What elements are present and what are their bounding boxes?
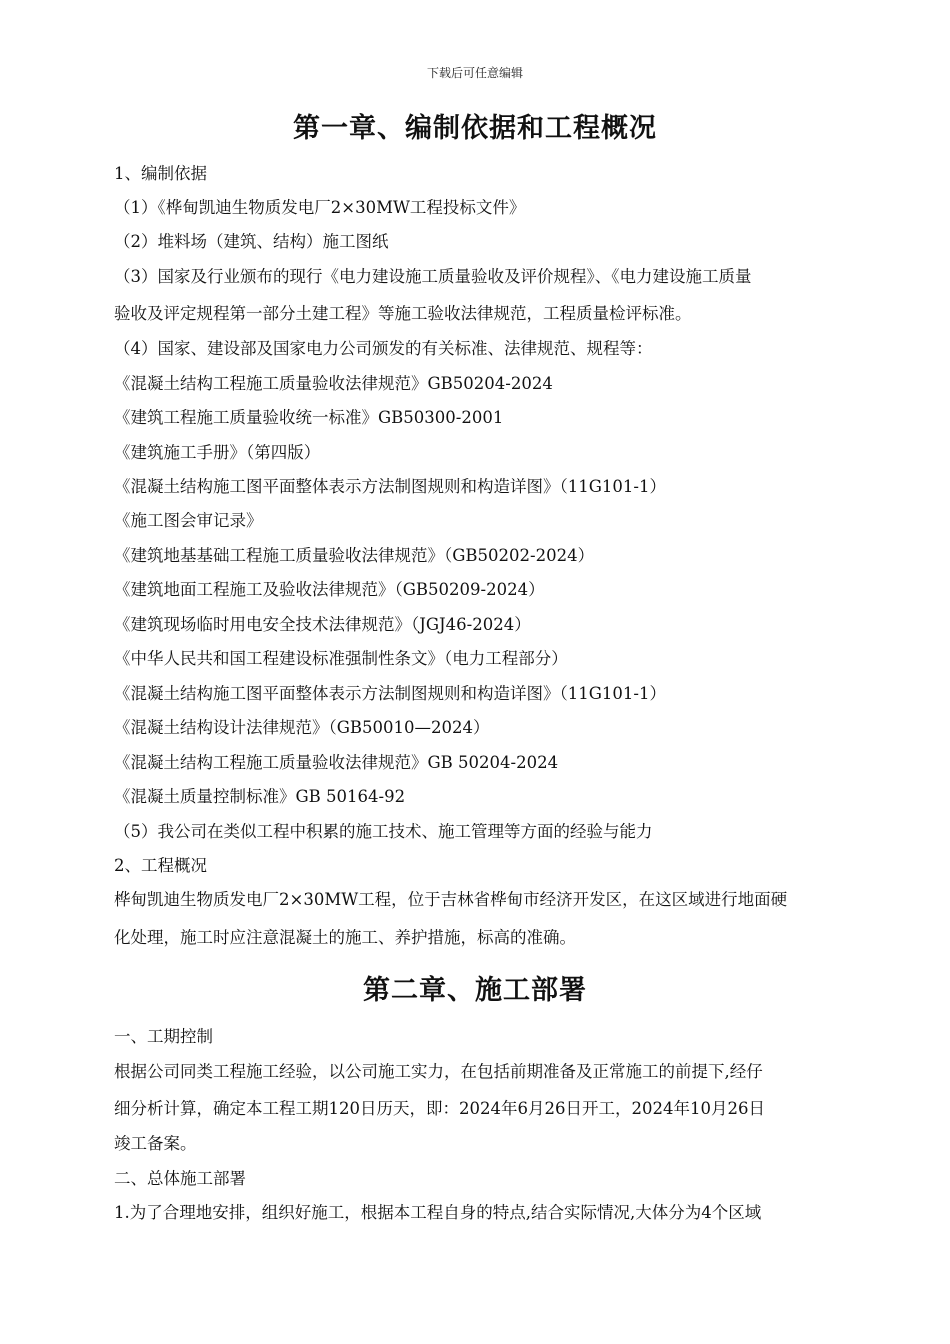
text-line: 《混凝土结构设计法律规范》（GB50010—2024）	[114, 718, 490, 737]
text-line: 《中华人民共和国工程建设标准强制性条文》（电力工程部分）	[114, 649, 568, 668]
chapter-2-title: 第二章、施工部署	[363, 975, 587, 1006]
text-line: （3）国家及行业颁布的现行《电力建设施工质量验收及评价规程》、《电力建设施工质量	[114, 267, 752, 286]
text-line: 验收及评定规程第一部分土建工程》等施工验收法律规范，工程质量检评标准。	[114, 304, 692, 323]
text-line: 《混凝土结构施工图平面整体表示方法制图规则和构造详图》（11G101-1）	[114, 684, 666, 703]
text-line: 1.为了合理地安排，组织好施工，根据本工程自身的特点,结合实际情况,大体分为4个区域	[114, 1203, 762, 1222]
text-line: （4）国家、建设部及国家电力公司颁发的有关标准、法律规范、规程等：	[114, 339, 653, 358]
text-line: （2）堆料场（建筑、结构）施工图纸	[114, 232, 389, 251]
text-line: 细分析计算，确定本工程工期120日历天，即：2024年6月26日开工，2024年10月26日	[114, 1099, 765, 1118]
text-line: 2、工程概况	[114, 856, 207, 875]
text-line: 《施工图会审记录》	[114, 511, 263, 530]
text-line: 二、总体施工部署	[114, 1169, 246, 1188]
text-line: 《建筑地面工程施工及验收法律规范》（GB50209-2024）	[114, 580, 545, 599]
text-line: 化处理，施工时应注意混凝土的施工、养护措施，标高的准确。	[114, 928, 576, 947]
text-line: 根据公司同类工程施工经验，以公司施工实力，在包括前期准备及正常施工的前提下,经仔	[114, 1062, 763, 1081]
text-line: 《混凝土质量控制标准》GB 50164-92	[114, 787, 406, 806]
text-line: 1、编制依据	[114, 164, 207, 183]
text-line: 《混凝土结构工程施工质量验收法律规范》GB 50204-2024	[114, 753, 559, 772]
text-line: 《混凝土结构施工图平面整体表示方法制图规则和构造详图》（11G101-1）	[114, 477, 666, 496]
page-header: 下载后可任意编辑	[426, 66, 523, 80]
text-line: （1）《桦甸凯迪生物质发电厂2×30MW工程投标文件》	[114, 198, 526, 217]
text-line: 竣工备案。	[114, 1134, 197, 1153]
text-line: 《建筑工程施工质量验收统一标准》GB50300-2001	[114, 408, 504, 427]
chapter-1-title: 第一章、编制依据和工程概况	[293, 113, 657, 144]
text-line: 一、工期控制	[114, 1027, 213, 1046]
text-line: 《混凝土结构工程施工质量验收法律规范》GB50204-2024	[114, 374, 553, 393]
text-line: 《建筑施工手册》（第四版）	[114, 443, 321, 462]
text-line: 《建筑地基基础工程施工质量验收法律规范》（GB50202-2024）	[114, 546, 595, 565]
text-line: 《建筑现场临时用电安全技术法律规范》（JGJ46-2024）	[114, 615, 531, 634]
text-line: （5）我公司在类似工程中积累的施工技术、施工管理等方面的经验与能力	[114, 822, 653, 841]
text-line: 桦甸凯迪生物质发电厂2×30MW工程，位于吉林省桦甸市经济开发区，在这区域进行地面硬	[114, 890, 788, 909]
